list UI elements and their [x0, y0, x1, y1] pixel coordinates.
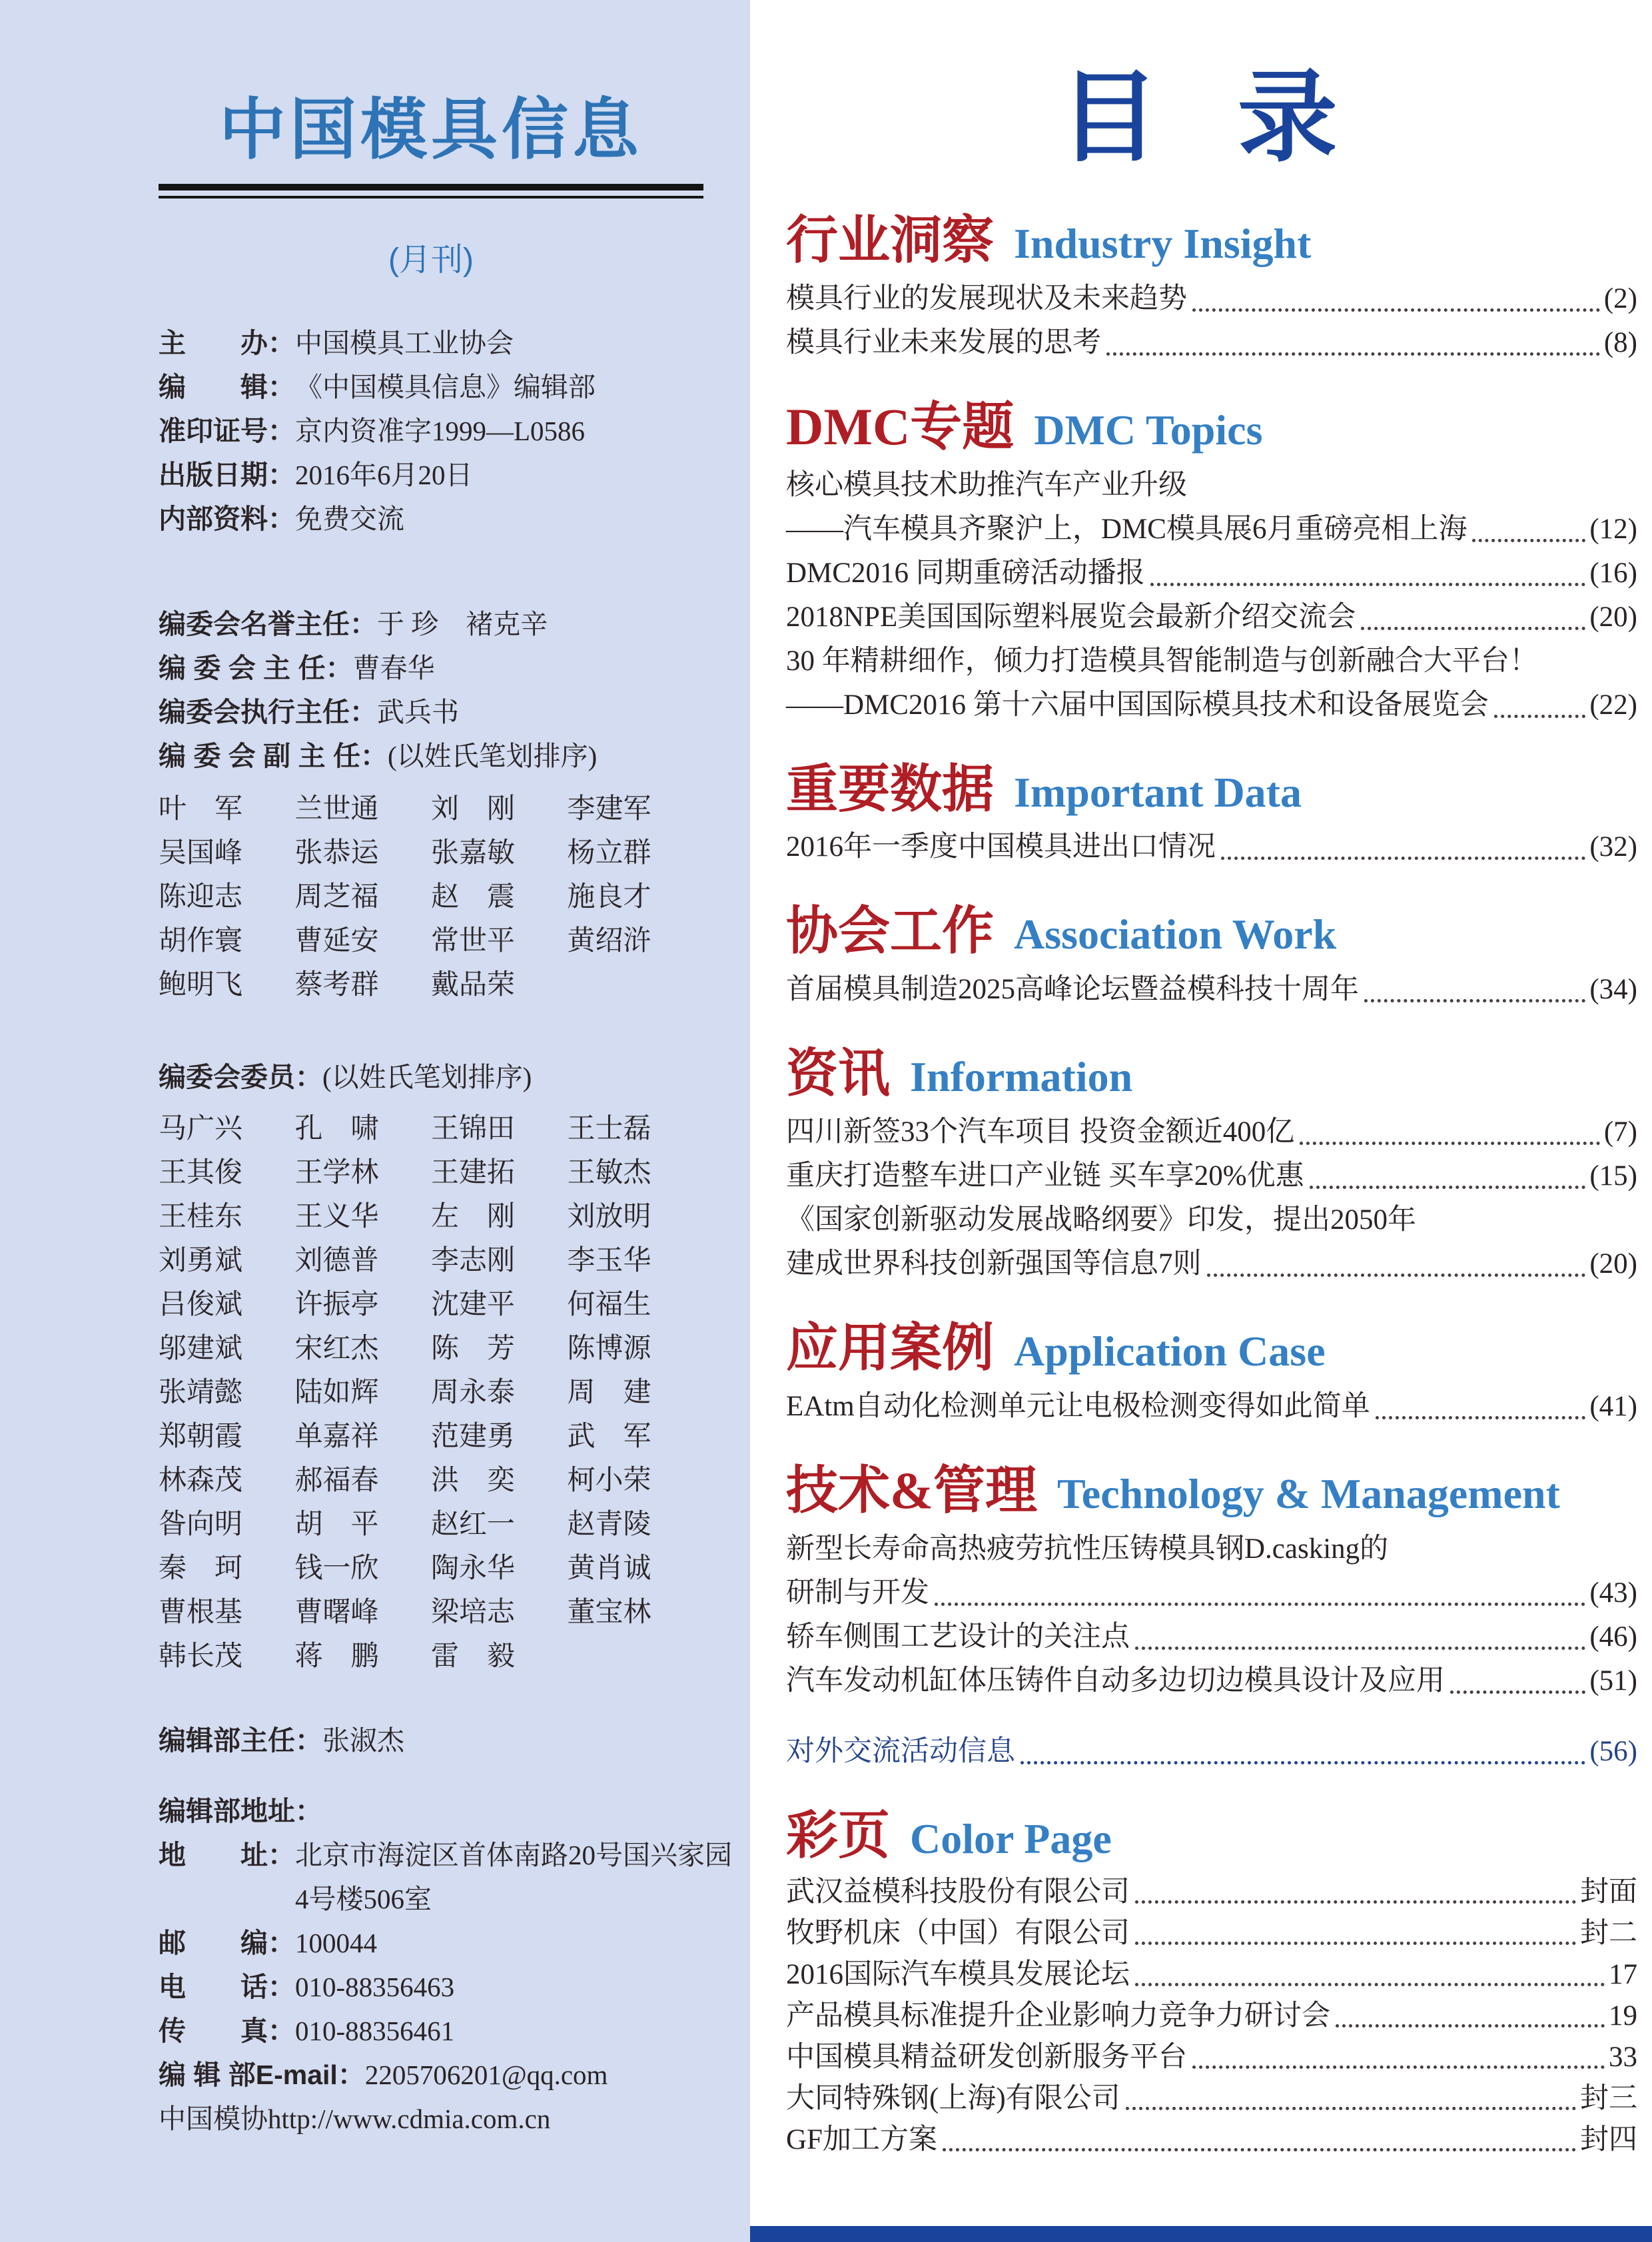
info-row: [159, 497, 703, 541]
member-name: 郝福春: [294, 1465, 379, 1496]
publication-info: [159, 321, 703, 541]
board-value: 于 珍 褚克辛: [377, 609, 548, 639]
toc-item: [786, 1872, 1637, 1913]
section-title-zh: 协会工作: [786, 902, 995, 960]
members-label-row: [159, 1055, 703, 1099]
member-name: 王桂东: [159, 1202, 243, 1232]
info-row: [159, 453, 703, 497]
toc-item: [786, 1571, 1637, 1615]
section-items: [786, 825, 1637, 869]
contact-value: 北京市海淀区首体南路20号国兴家园: [295, 1840, 732, 1870]
deputy-name: 曹延安: [294, 926, 379, 956]
toc-item: [786, 277, 1637, 321]
toc-item: [786, 1110, 1637, 1154]
members-label: 编委会委员：: [159, 1062, 322, 1092]
toc-item-page: (41): [1589, 1390, 1637, 1422]
deputy-name: 戴品荣: [431, 970, 516, 1000]
toc-item: [786, 1659, 1637, 1703]
section-dmc-topics: [786, 398, 1637, 727]
section-title-en: Information: [910, 1053, 1133, 1101]
dot-leader: [1207, 1274, 1586, 1277]
section-items: [786, 464, 1637, 727]
dot-leader: [1221, 857, 1585, 860]
toc-item: [786, 2037, 1637, 2078]
toc-item-page: (34): [1589, 974, 1637, 1006]
toc-item-page: (43): [1589, 1577, 1637, 1609]
toc-item: [786, 1615, 1637, 1659]
contact-value: 2205706201@qq.com: [364, 2059, 608, 2090]
toc-item-text: 核心模具技术助推汽车产业升级: [786, 469, 1187, 501]
toc-item-text: 2016年一季度中国模具进出口情况: [786, 831, 1216, 863]
toc-item-text: 产品模具标准提升企业影响力竞争力研讨会: [786, 2000, 1330, 2032]
member-name: 陈博源: [567, 1333, 651, 1364]
members-names-grid: [159, 1107, 703, 1679]
contact-value: 010-88356461: [295, 2016, 455, 2046]
address-heading: 编辑部地址：: [159, 1796, 322, 1826]
section-title-zh: 彩页: [786, 1806, 891, 1864]
dot-leader: [1106, 352, 1600, 356]
contact-value: 100044: [295, 1928, 377, 1958]
board-row: [159, 646, 703, 690]
contact-row: [159, 1833, 732, 1877]
contact-label: 传 真：: [159, 2016, 295, 2046]
toc-item-text: 汽车发动机缸体压铸件自动多边切边模具设计及应用: [786, 1665, 1445, 1696]
special-toc-item: [786, 1730, 1637, 1774]
deputy-name: 兰世通: [294, 794, 379, 825]
section-title-en: Industry Insight: [1014, 220, 1312, 267]
section-title-en: Important Data: [1014, 768, 1302, 816]
member-name: 宋红杰: [294, 1333, 379, 1364]
member-name: 黄肖诚: [567, 1553, 651, 1584]
member-name: 许振亭: [294, 1290, 379, 1320]
toc-item: [786, 321, 1637, 365]
section-heading: [786, 1462, 1637, 1519]
toc-item: [786, 1527, 1637, 1571]
toc-item-text: 大同特殊钢(上海)有限公司: [786, 2083, 1120, 2115]
dot-leader: [1300, 1142, 1600, 1145]
section-heading: [786, 212, 1637, 269]
member-name: 陶永华: [431, 1553, 516, 1584]
member-name: 沈建平: [431, 1290, 516, 1320]
deputy-name: 刘 刚: [431, 794, 516, 825]
magazine-title: 中国模具信息: [219, 93, 643, 167]
board-row: [159, 602, 703, 646]
toc-item: [786, 2119, 1637, 2161]
member-name: 柯小荣: [567, 1465, 651, 1496]
toc-item-page: 17: [1609, 1959, 1637, 1991]
board-row: [159, 734, 703, 778]
board-row: [159, 690, 703, 734]
section-technology-management: [786, 1462, 1637, 1703]
info-value: 免费交流: [295, 504, 404, 534]
toc-item-text: 四川新签33个汽车项目 投资金额近400亿: [786, 1116, 1295, 1148]
dot-leader: [1361, 627, 1585, 630]
section-title-zh: 资讯: [786, 1044, 891, 1103]
member-name: 张靖懿: [159, 1377, 243, 1408]
toc-item-text: DMC2016 同期重磅活动播报: [786, 557, 1145, 589]
section-title-en: DMC Topics: [1034, 406, 1263, 454]
toc-item-text: ——DMC2016 第十六届中国国际模具技术和设备展览会: [786, 689, 1489, 721]
toc-item-text: 中国模具精益研发创新服务平台: [786, 2042, 1187, 2073]
toc-item-page: 封面: [1580, 1876, 1637, 1908]
section-items: [786, 1872, 1637, 2161]
board-value: (以姓氏笔划排序): [387, 741, 598, 771]
toc-item-page: (16): [1589, 557, 1637, 589]
dot-leader: [935, 1603, 1585, 1606]
toc-item-text: 重庆打造整车进口产业链 买车享20%优惠: [786, 1160, 1304, 1192]
member-name: 武 军: [567, 1421, 651, 1452]
toc-item: [786, 1913, 1637, 1954]
member-name: 王士磊: [567, 1114, 651, 1144]
toc-item-text: 2018NPE美国国际塑料展览会最新介绍交流会: [786, 601, 1356, 633]
member-name: 单嘉祥: [294, 1421, 379, 1452]
section-color-page: [786, 1807, 1637, 2161]
deputy-name: 陈迎志: [159, 882, 243, 913]
deputy-name: 张嘉敏: [431, 838, 516, 869]
dot-leader: [943, 2148, 1576, 2151]
dot-leader: [1364, 999, 1585, 1002]
section-industry-insight: [786, 212, 1637, 365]
member-name: 昝向明: [159, 1509, 243, 1540]
toc-item-text: 建成世界科技创新强国等信息7则: [786, 1248, 1202, 1280]
dot-leader: [1135, 1647, 1585, 1650]
toc-item: [786, 1954, 1637, 1996]
toc-item-page: (2): [1603, 282, 1637, 314]
toc-item-text: 对外交流活动信息: [786, 1735, 1015, 1767]
section-items: [786, 1527, 1637, 1703]
member-name: 邬建斌: [159, 1333, 243, 1364]
toc-item: [786, 639, 1637, 683]
editorial-board: [159, 602, 703, 778]
title-underline: [159, 184, 703, 198]
contact-label: 编 辑 部E-mail：: [159, 2059, 365, 2090]
member-name: 周永泰: [431, 1377, 516, 1408]
dot-leader: [1126, 2107, 1576, 2110]
member-name: 周 建: [567, 1377, 651, 1408]
toc-item-text: 《国家创新驱动发展战略纲要》印发，提出2050年: [786, 1204, 1416, 1236]
deputy-name: 胡作寰: [159, 926, 243, 956]
member-name: 雷 毅: [431, 1641, 516, 1672]
member-name: 王学林: [294, 1158, 379, 1188]
toc-item-page: (56): [1589, 1735, 1637, 1767]
info-value: 《中国模具信息》编辑部: [295, 372, 596, 402]
toc-item-text: EAtm自动化检测单元让电极检测变得如此简单: [786, 1390, 1370, 1422]
contact-value: http://www.cdmia.com.cn: [268, 2103, 551, 2134]
toc-item-text: 新型长寿命高热疲劳抗性压铸模具钢D.casking的: [786, 1533, 1389, 1565]
info-value: 京内资准字1999—L0586: [295, 416, 586, 446]
editor-director-value: 张淑杰: [322, 1725, 404, 1756]
member-name: 刘德普: [294, 1246, 379, 1276]
member-name: 李玉华: [567, 1246, 651, 1276]
member-name: 何福生: [567, 1290, 651, 1320]
contact-row: [159, 1921, 703, 1965]
contact-row: [159, 2053, 703, 2097]
section-heading: [786, 1319, 1637, 1377]
board-value: 曹春华: [352, 653, 435, 683]
board-value: 武兵书: [377, 697, 459, 727]
member-name: 曹根基: [159, 1597, 243, 1628]
toc-item-text: 2016国际汽车模具发展论坛: [786, 1959, 1130, 1991]
member-name: 刘勇斌: [159, 1246, 243, 1276]
toc-item-text: 武汉益模科技股份有限公司: [786, 1876, 1130, 1908]
editor-director-row: [159, 1718, 703, 1762]
editor-director-label: 编辑部主任：: [159, 1725, 322, 1756]
toc-item: [786, 968, 1637, 1012]
info-label: 内部资料：: [159, 504, 295, 534]
contact-block: [159, 1833, 732, 2141]
table-of-contents: [786, 59, 1637, 2161]
section-title-en: Application Case: [1014, 1327, 1326, 1375]
member-name: 李志刚: [431, 1246, 516, 1276]
toc-item: [786, 1154, 1637, 1198]
dot-leader: [1494, 715, 1586, 718]
toc-item-page: (8): [1603, 326, 1637, 358]
deputy-name: 黄绍浒: [567, 926, 651, 956]
section-heading: [786, 1807, 1637, 1864]
member-name: 梁培志: [431, 1597, 516, 1628]
toc-item: [786, 1385, 1637, 1429]
contact-label: 中国模协: [159, 2103, 268, 2134]
member-name: 钱一欣: [294, 1553, 379, 1584]
contact-label: 地 址：: [159, 1840, 295, 1870]
board-label: 编委会执行主任：: [159, 697, 377, 727]
section-items: [786, 277, 1637, 365]
member-name: 王义华: [294, 1202, 379, 1232]
members-note: (以姓氏笔划排序): [322, 1062, 532, 1092]
toc-item: [786, 552, 1637, 595]
contact-value: 010-88356463: [295, 1972, 455, 2002]
deputy-name: 李建军: [567, 794, 651, 825]
contact-row: [159, 1965, 703, 2009]
deputy-name: 鲍明飞: [159, 970, 243, 1000]
member-name: 王其俊: [159, 1158, 243, 1188]
section-heading: [786, 761, 1637, 818]
member-name: 王建拓: [431, 1158, 516, 1188]
toc-item-page: (20): [1589, 601, 1637, 633]
toc-item-text: 模具行业未来发展的思考: [786, 326, 1101, 358]
section-items: [786, 968, 1637, 1012]
toc-item-text: 牧野机床（中国）有限公司: [786, 1918, 1130, 1950]
toc-item: [786, 825, 1637, 869]
info-row: [159, 365, 703, 409]
deputy-name: 周芝福: [294, 882, 379, 913]
section-title-zh: 重要数据: [786, 759, 995, 818]
deputy-name: 叶 军: [159, 794, 243, 825]
toc-item: [786, 508, 1637, 552]
section-information: [786, 1045, 1637, 1286]
sidebar: [0, 0, 750, 2242]
dot-leader: [1150, 583, 1586, 586]
toc-item-page: (7): [1603, 1116, 1637, 1148]
member-name: 左 刚: [431, 1202, 516, 1232]
toc-title: 目 录: [1059, 63, 1364, 174]
member-name: 韩长茂: [159, 1641, 243, 1672]
info-row: [159, 409, 703, 453]
toc-item-text: 轿车侧围工艺设计的关注点: [786, 1621, 1130, 1653]
deputy-names-grid: [159, 787, 703, 1007]
section-title-zh: DMC专题: [786, 397, 1015, 456]
board-label: 编委会名誉主任：: [159, 609, 377, 639]
toc-item-text: ——汽车模具齐聚沪上，DMC模具展6月重磅亮相上海: [786, 513, 1467, 545]
toc-item-page: (46): [1589, 1621, 1637, 1653]
deputy-name: 杨立群: [567, 838, 651, 869]
toc-item-page: (22): [1589, 689, 1637, 721]
toc-item-text: 模具行业的发展现状及未来趋势: [786, 282, 1187, 314]
member-name: 范建勇: [431, 1421, 516, 1452]
toc-item-page: (32): [1589, 831, 1637, 863]
section-title-en: Association Work: [1014, 911, 1337, 958]
toc-item: [786, 1242, 1637, 1286]
toc-item-page: 封二: [1580, 1918, 1637, 1950]
info-label: 编 辑：: [159, 372, 295, 402]
dot-leader: [1310, 1186, 1586, 1189]
dot-leader: [1376, 1416, 1586, 1419]
member-name: 刘放明: [567, 1202, 651, 1232]
toc-item: [786, 595, 1637, 639]
dot-leader: [1135, 1900, 1576, 1904]
toc-item: [786, 1996, 1637, 2037]
deputy-name: 张恭运: [294, 838, 379, 869]
member-name: 洪 奕: [431, 1465, 516, 1496]
member-name: 马广兴: [159, 1114, 243, 1144]
section-title-en: Technology & Management: [1056, 1469, 1560, 1517]
dot-leader: [1192, 2065, 1605, 2069]
dot-leader: [1192, 308, 1600, 312]
toc-item-page: 33: [1609, 2042, 1637, 2073]
toc-item-page: (20): [1589, 1248, 1637, 1280]
section-items: [786, 1385, 1637, 1429]
toc-item-page: 封三: [1580, 2083, 1637, 2115]
toc-item: [786, 1198, 1637, 1242]
section-heading: [786, 903, 1637, 960]
toc-item-page: (15): [1589, 1160, 1637, 1192]
toc-item: [786, 464, 1637, 508]
toc-item: [786, 2078, 1637, 2119]
member-name: 胡 平: [294, 1509, 379, 1540]
toc-item-text: 研制与开发: [786, 1577, 929, 1609]
info-label: 准印证号：: [159, 416, 295, 446]
section-heading: [786, 398, 1637, 456]
deputy-name: 施良才: [567, 882, 651, 913]
member-name: 赵青陵: [567, 1509, 651, 1540]
contact-value: 4号楼506室: [295, 1884, 432, 1914]
member-name: 曹曙峰: [294, 1597, 379, 1628]
dot-leader: [1336, 2024, 1605, 2028]
toc-item-text: GF加工方案: [786, 2124, 937, 2156]
section-title-zh: 应用案例: [786, 1318, 995, 1377]
dot-leader: [1021, 1761, 1585, 1764]
member-name: 郑朝霞: [159, 1421, 243, 1452]
member-name: 孔 啸: [294, 1114, 379, 1144]
member-name: 林森茂: [159, 1465, 243, 1496]
magazine-subtitle: (月刊): [388, 242, 474, 278]
board-label: 编 委 会 副 主 任：: [159, 741, 388, 771]
dot-leader: [1472, 539, 1585, 542]
contact-row: [159, 2009, 703, 2053]
board-label: 编 委 会 主 任：: [159, 653, 353, 683]
deputy-name: 赵 震: [431, 882, 516, 913]
info-value: 2016年6月20日: [295, 460, 473, 490]
member-name: 秦 珂: [159, 1553, 243, 1584]
toc-item-text: 首届模具制造2025高峰论坛暨益模科技十周年: [786, 974, 1359, 1006]
deputy-name: 常世平: [431, 926, 516, 956]
info-label: 出版日期：: [159, 460, 295, 490]
toc-item-page: (12): [1589, 513, 1637, 545]
info-row: [159, 321, 703, 365]
section-heading: [786, 1045, 1637, 1102]
member-name: 王锦田: [431, 1114, 516, 1144]
section-title-en: Color Page: [910, 1814, 1112, 1862]
contact-label: 邮 编：: [159, 1928, 295, 1958]
toc-item-text: 30 年精耕细作，倾力打造模具智能制造与创新融合大平台！: [786, 645, 1538, 677]
contact-row-website: [159, 2097, 703, 2141]
section-items: [786, 1110, 1637, 1286]
toc-item: [786, 683, 1637, 727]
contact-label: 电 话：: [159, 1972, 295, 2002]
deputy-name: 吴国峰: [159, 838, 243, 869]
member-name: 吕俊斌: [159, 1290, 243, 1320]
info-label: 主 办：: [159, 328, 295, 358]
address-heading-row: [159, 1789, 703, 1833]
member-name: 陆如辉: [294, 1377, 379, 1408]
member-name: 王敏杰: [567, 1158, 651, 1188]
info-value: 中国模具工业协会: [295, 328, 514, 358]
section-application-case: [786, 1319, 1637, 1429]
member-name: 陈 芳: [431, 1333, 516, 1364]
section-title-zh: 行业洞察: [786, 211, 995, 269]
deputy-name: 蔡考群: [294, 970, 379, 1000]
toc-item-page: (51): [1589, 1665, 1637, 1696]
section-important-data: [786, 761, 1637, 870]
footer-accent-bar: [750, 2226, 1652, 2242]
member-name: 董宝林: [567, 1597, 651, 1628]
section-title-zh: 技术&管理: [786, 1461, 1037, 1519]
toc-item-page: 19: [1609, 2000, 1637, 2032]
member-name: 赵红一: [431, 1509, 516, 1540]
section-association-work: [786, 903, 1637, 1012]
toc-item-page: 封四: [1580, 2124, 1637, 2156]
member-name: 蒋 鹏: [294, 1641, 379, 1672]
contact-row: [159, 1877, 703, 1921]
dot-leader: [1135, 1942, 1576, 1945]
dot-leader: [1135, 1983, 1605, 1986]
dot-leader: [1450, 1690, 1585, 1694]
